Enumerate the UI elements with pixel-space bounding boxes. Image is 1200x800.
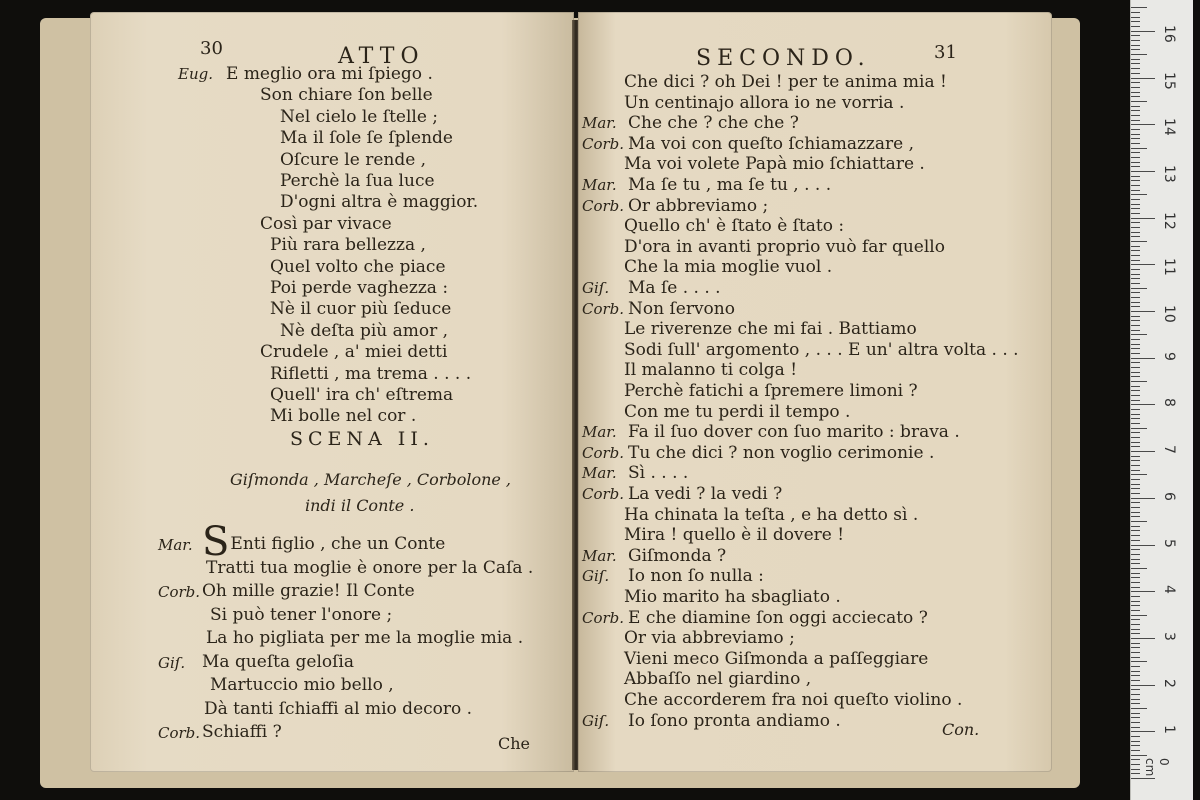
ruler-tick: [1131, 493, 1140, 494]
ruler-tick: [1131, 316, 1140, 317]
speaker-label: Giſ.: [582, 279, 610, 297]
line-text: Che accorderem fra noi queſto violino .: [624, 690, 963, 710]
ruler-tick: [1131, 587, 1140, 588]
verse-text: [202, 652, 354, 672]
ruler-tick: [1131, 63, 1140, 64]
ruler-tick: [1131, 283, 1140, 284]
speaker-label: Giſ.: [582, 567, 610, 586]
ruler-tick: [1131, 166, 1140, 167]
ruler-tick: [1131, 474, 1147, 475]
speaker-label: Mar.: [582, 546, 617, 565]
ruler-tick: [1131, 157, 1140, 158]
ruler-number: 12: [1161, 211, 1177, 230]
ruler-tick: [1131, 362, 1140, 363]
ruler-tick: [1131, 255, 1140, 256]
line-text: Enti figlio , che un Conte: [230, 534, 446, 554]
ruler-tick: [1131, 404, 1155, 405]
line-text: Giſmonda ?: [628, 545, 727, 566]
ruler-tick: [1131, 647, 1140, 648]
speaker-label: Corb.: [582, 196, 625, 215]
ruler-tick: [1131, 610, 1140, 611]
right-catchword: Con.: [942, 720, 980, 739]
speaker-label: Giſ.: [158, 653, 186, 672]
line-text: Si può tener l'onore ;: [210, 604, 393, 625]
ruler-tick: [1131, 306, 1140, 307]
ruler-tick: [1131, 605, 1140, 606]
ruler-tick: [1131, 717, 1140, 718]
verse-text: [202, 519, 446, 565]
line-text: Un centinajo allora io ne vorria .: [624, 92, 905, 113]
ruler-tick: [1131, 699, 1140, 700]
ruler-tick: [1131, 414, 1140, 415]
ruler-tick: [1131, 778, 1155, 779]
ruler-number: 7: [1161, 445, 1177, 455]
line-text: Che la mia moglie vuol .: [624, 257, 833, 278]
line-text: Più rara bellezza ,: [270, 235, 426, 256]
line-text: Ma ſe tu , ma ſe tu , . . .: [628, 175, 832, 195]
ruler-tick: [1131, 591, 1155, 592]
line-text: Il malanno ti colga !: [624, 360, 798, 381]
ruler-tick: [1131, 759, 1140, 760]
ruler-number: 10: [1161, 305, 1177, 323]
ruler-tick: [1131, 45, 1140, 46]
ruler-tick: [1131, 484, 1140, 485]
ruler-tick: [1131, 190, 1140, 191]
ruler-tick: [1131, 713, 1140, 714]
ruler-tick: [1131, 530, 1140, 531]
ruler-tick: [1131, 49, 1140, 50]
ruler-tick: [1131, 59, 1140, 60]
speaker-label: Mar.: [582, 464, 617, 483]
line-text: Mio marito ha sbagliato .: [624, 587, 841, 607]
ruler-tick: [1131, 162, 1140, 163]
ruler-tick: [1131, 250, 1140, 251]
ruler-tick: [1131, 35, 1140, 36]
speaker-label: Corb.: [582, 608, 625, 627]
ruler-tick: [1131, 40, 1140, 41]
ruler-tick: [1131, 17, 1140, 18]
ruler-tick: [1131, 236, 1140, 237]
ruler-tick: [1131, 633, 1140, 634]
ruler-number: 6: [1161, 491, 1177, 501]
ruler-tick: [1131, 101, 1147, 102]
ruler-tick: [1131, 675, 1140, 676]
ruler-tick: [1131, 288, 1147, 289]
speaker-label: Giſ.: [582, 711, 610, 730]
ruler-tick: [1131, 568, 1147, 569]
ruler-tick: [1131, 624, 1140, 625]
ruler-number: 13: [1161, 164, 1177, 183]
line-text: Ma voi con queſto ſchiamazzare ,: [628, 133, 915, 154]
ruler-tick: [1131, 741, 1140, 742]
line-text: Io non ſo nulla :: [628, 566, 764, 587]
ruler-tick: [1131, 124, 1155, 125]
right-running-head: SECONDO.: [696, 46, 871, 71]
ruler-tick: [1131, 629, 1140, 630]
speaker-label: Corb.: [582, 443, 625, 462]
ruler-tick: [1131, 395, 1140, 396]
line-text: Mi bolle nel cor .: [270, 406, 417, 427]
line-text: Crudele , a' miei detti: [260, 342, 448, 363]
ruler-tick: [1131, 180, 1140, 181]
ruler-tick: [1131, 619, 1140, 620]
ruler-number: 3: [1161, 631, 1177, 641]
line-text: Ha chinata la teſta , e ha detto sì .: [624, 504, 919, 525]
ruler-tick: [1131, 390, 1140, 391]
ruler-tick: [1131, 302, 1140, 303]
line-text: Perchè fatichi a ſpremere limoni ?: [624, 381, 918, 401]
line-text: Tratti tua moglie è onore per la Caſa .: [206, 557, 534, 578]
ruler-tick: [1131, 204, 1140, 205]
ruler-tick: [1131, 428, 1147, 429]
ruler-tick: [1131, 745, 1140, 746]
ruler-tick: [1131, 755, 1147, 756]
ruler-tick: [1131, 176, 1140, 177]
ruler-tick: [1131, 727, 1140, 728]
ruler-tick: [1131, 292, 1140, 293]
line-text: Oh mille grazie! Il Conte: [202, 581, 415, 601]
speaker-label: Corb.: [582, 299, 625, 318]
line-text: Ma voi volete Papà mio ſchiattare .: [624, 154, 925, 175]
verse-text: [210, 675, 394, 695]
ruler-number: 9: [1161, 351, 1177, 361]
verse-text: [210, 605, 392, 625]
ruler-number: 8: [1161, 398, 1177, 408]
ruler-tick: [1131, 773, 1140, 774]
ruler-tick: [1131, 479, 1140, 480]
ruler-tick: [1131, 764, 1140, 765]
ruler-tick: [1131, 143, 1140, 144]
ruler-tick: [1131, 460, 1140, 461]
ruler-tick: [1131, 372, 1140, 373]
ruler-tick: [1131, 334, 1147, 335]
ruler-tick: [1131, 671, 1140, 672]
line-text: Abbaſſo nel giardino ,: [624, 669, 812, 690]
line-text: La ho pigliata per me la moglie mia .: [206, 628, 524, 648]
speaker-label: Corb.: [582, 134, 625, 153]
ruler-tick: [1131, 736, 1140, 737]
ruler-tick: [1131, 666, 1140, 667]
ruler-tick: [1131, 381, 1147, 382]
left-page-number: 30: [200, 38, 223, 59]
line-text: Sodi ſull' argomento , . . . E un' altra volta . . .: [624, 339, 1019, 360]
line-text: Poi perde vaghezza :: [270, 278, 449, 298]
line-text: Sì . . . .: [628, 463, 689, 484]
line-text: D'ora in avanti proprio vuò far quello: [624, 236, 945, 257]
ruler-number: 15: [1161, 71, 1177, 90]
ruler-number: 11: [1161, 258, 1177, 277]
ruler-tick: [1131, 512, 1140, 513]
ruler-number: 14: [1161, 118, 1177, 137]
ruler-tick: [1131, 218, 1155, 219]
speaker-label: Eug.: [178, 65, 213, 83]
ruler-tick: [1131, 339, 1140, 340]
speaker-label: Corb.: [582, 485, 625, 503]
ruler-tick: [1131, 21, 1140, 22]
ruler-tick: [1131, 521, 1147, 522]
stage-direction-2: indi il Conte .: [305, 496, 415, 515]
ruler-tick: [1131, 442, 1140, 443]
ruler-tick: [1131, 213, 1140, 214]
ruler-tick: [1131, 615, 1147, 616]
ruler-tick: [1131, 152, 1140, 153]
ruler-tick: [1131, 451, 1155, 452]
line-text: Quel volto che piace: [270, 256, 446, 277]
ruler-tick: [1131, 344, 1140, 345]
ruler-tick: [1131, 348, 1140, 349]
ruler-tick: [1131, 498, 1155, 499]
ruler-tick: [1131, 148, 1147, 149]
ruler-tick: [1131, 73, 1140, 74]
ruler-tick: [1131, 507, 1140, 508]
ruler-number: 1: [1161, 725, 1177, 735]
speaker-label: Mar.: [158, 536, 193, 554]
ruler-tick: [1131, 516, 1140, 517]
ruler-tick: [1131, 652, 1140, 653]
ruler-tick: [1131, 129, 1140, 130]
ruler-tick: [1131, 227, 1140, 228]
line-text: Le riverenze che mi fai . Battiamo: [624, 319, 917, 340]
ruler-tick: [1131, 689, 1140, 690]
verse-text: [202, 722, 282, 742]
scene-heading: SCENA II.: [290, 428, 434, 450]
ruler-tick: [1131, 545, 1155, 546]
ruler-tick: [1131, 400, 1140, 401]
ruler-number: 4: [1161, 585, 1177, 595]
line-text: Vieni meco Giſmonda a paſſeggiare: [624, 648, 929, 669]
ruler-tick: [1131, 638, 1155, 639]
line-text: D'ogni altra è maggior.: [280, 192, 479, 213]
ruler-tick: [1131, 601, 1140, 602]
ruler-tick: [1131, 423, 1140, 424]
ruler-tick: [1131, 685, 1155, 686]
ruler-tick: [1131, 92, 1140, 93]
ruler-tick: [1131, 96, 1140, 97]
line-text: La vedi ? la vedi ?: [628, 484, 783, 504]
ruler-tick: [1131, 138, 1140, 139]
ruler-number: 5: [1161, 538, 1177, 548]
ruler-tick: [1131, 26, 1140, 27]
ruler-tick: [1131, 694, 1140, 695]
line-text: Ma il ſole ſe ſplende: [280, 128, 453, 149]
ruler-tick: [1131, 563, 1140, 564]
ruler-tick: [1131, 260, 1140, 261]
ruler-tick: [1131, 274, 1140, 275]
ruler-tick: [1131, 582, 1140, 583]
line-text: Io ſono pronta andiamo .: [628, 710, 841, 731]
ruler-tick: [1131, 437, 1140, 438]
line-text: Così par vivace: [260, 213, 392, 234]
speaker-label: Mar.: [582, 176, 617, 194]
line-text: Oſcure le rende ,: [280, 149, 427, 170]
ruler-tick: [1131, 680, 1140, 681]
ruler-tick: [1131, 232, 1140, 233]
ruler-tick: [1131, 367, 1140, 368]
ruler-tick: [1131, 657, 1140, 658]
ruler-tick: [1131, 502, 1140, 503]
line-text: Non ſervono: [628, 298, 735, 319]
line-text: Quello ch' è ſtato è ſtato :: [624, 216, 845, 237]
ruler-tick: [1131, 208, 1140, 209]
ruler-tick: [1131, 465, 1140, 466]
line-text: Dà tanti ſchiaffi al mio decoro .: [204, 698, 473, 719]
ruler-tick: [1131, 68, 1140, 69]
ruler-tick: [1131, 540, 1140, 541]
ruler-tick: [1131, 106, 1140, 107]
line-text: Son chiare ſon belle: [260, 85, 433, 106]
ruler-tick: [1131, 325, 1140, 326]
left-page: [90, 12, 574, 772]
verse-text: [202, 581, 415, 601]
line-text: Nel cielo le ſtelle ;: [280, 106, 439, 127]
verse-text: [206, 628, 523, 648]
ruler-tick: [1131, 386, 1140, 387]
ruler-tick: [1131, 526, 1140, 527]
ruler-tick: [1131, 353, 1140, 354]
ruler-number: 2: [1161, 678, 1177, 688]
ruler-tick: [1131, 185, 1140, 186]
line-text: E meglio ora mi ſpiego .: [226, 64, 433, 84]
ruler-tick: [1131, 722, 1140, 723]
ruler-tick: [1131, 596, 1140, 597]
ruler-tick: [1131, 456, 1140, 457]
left-catchword: Che: [498, 734, 531, 753]
ruler-tick: [1131, 554, 1140, 555]
ruler-tick: [1131, 731, 1155, 732]
line-text: Mira ! quello è il dovere !: [624, 525, 845, 546]
ruler-tick: [1131, 134, 1140, 135]
ruler-tick: [1131, 750, 1140, 751]
line-text: Or abbreviamo ;: [628, 195, 769, 216]
drop-cap: S: [202, 519, 230, 565]
speaker-label: Mar.: [582, 114, 617, 133]
line-text: Or via abbreviamo ;: [624, 628, 795, 649]
stage-direction-1: Giſmonda , Marcheſe , Corbolone ,: [230, 470, 512, 489]
ruler-tick: [1131, 199, 1140, 200]
ruler-tick: [1131, 559, 1140, 560]
line-text: Schiaffi ?: [202, 722, 282, 742]
ruler-tick: [1131, 409, 1140, 410]
ruler-tick: [1131, 87, 1140, 88]
line-text: Con me tu perdi il tempo .: [624, 401, 851, 422]
ruler-tick: [1131, 330, 1140, 331]
ruler-tick: [1131, 82, 1140, 83]
ruler-tick: [1131, 643, 1140, 644]
line-text: Ma ſe . . . .: [628, 278, 721, 298]
ruler-tick: [1131, 549, 1140, 550]
ruler-tick: [1131, 577, 1140, 578]
ruler-tick: [1131, 54, 1147, 55]
ruler-tick: [1131, 241, 1147, 242]
ruler-number: 16: [1161, 24, 1177, 43]
ruler-tick: [1131, 432, 1140, 433]
ruler-tick: [1131, 31, 1155, 32]
line-text: E che diamine ſon oggi acciecato ?: [628, 607, 928, 628]
ruler-tick: [1131, 171, 1155, 172]
ruler-tick: [1131, 12, 1140, 13]
line-text: Fa il ſuo dover con ſuo marito : brava .: [628, 422, 960, 443]
line-text: Tu che dici ? non voglio cerimonie .: [628, 442, 935, 463]
measuring-ruler: [1130, 0, 1193, 800]
ruler-tick: [1131, 278, 1140, 279]
ruler-tick: [1131, 358, 1155, 359]
line-text: Nè deſta più amor ,: [280, 320, 449, 341]
ruler-tick: [1131, 78, 1155, 79]
ruler-tick: [1131, 573, 1140, 574]
ruler-tick: [1131, 222, 1140, 223]
ruler-tick: [1131, 297, 1140, 298]
line-text: Martuccio mio bello ,: [210, 675, 394, 695]
ruler-tick: [1131, 418, 1140, 419]
left-running-head: ATTO: [338, 44, 425, 69]
verse-text: [206, 558, 533, 578]
ruler-tick: [1131, 320, 1140, 321]
ruler-tick: [1131, 246, 1140, 247]
ruler-tick: [1131, 769, 1140, 770]
ruler-tick: [1131, 376, 1140, 377]
ruler-tick: [1131, 269, 1140, 270]
right-page-number: 31: [934, 42, 957, 63]
ruler-tick: [1131, 311, 1155, 312]
speaker-label: Corb.: [158, 724, 201, 742]
ruler-tick: [1131, 194, 1147, 195]
right-page: [578, 12, 1052, 772]
line-text: Che dici ? oh Dei ! per te anima mia !: [624, 72, 947, 92]
ruler-tick: [1131, 661, 1147, 662]
ruler-tick: [1131, 708, 1147, 709]
ruler-tick: [1131, 110, 1140, 111]
ruler-tick: [1131, 535, 1140, 536]
ruler-tick: [1131, 120, 1140, 121]
line-text: Rifletti , ma trema . . . .: [270, 363, 472, 384]
line-text: Quell' ira ch' eſtrema: [270, 385, 454, 405]
ruler-tick: [1131, 264, 1155, 265]
ruler-tick: [1131, 470, 1140, 471]
line-text: Che che ? che che ?: [628, 113, 799, 134]
ruler-tick: [1131, 7, 1147, 8]
verse-text: [204, 699, 472, 719]
line-text: Perchè la ſua luce: [280, 171, 435, 191]
line-text: Ma queſta geloſia: [202, 651, 354, 672]
ruler-tick: [1131, 446, 1140, 447]
speaker-label: Mar.: [582, 423, 617, 442]
ruler-unit-label: 0 cm: [1143, 758, 1171, 777]
ruler-tick: [1131, 703, 1140, 704]
line-text: Nè il cuor più ſeduce: [270, 299, 452, 320]
ruler-tick: [1131, 488, 1140, 489]
ruler-tick: [1131, 115, 1140, 116]
speaker-label: Corb.: [158, 583, 201, 601]
